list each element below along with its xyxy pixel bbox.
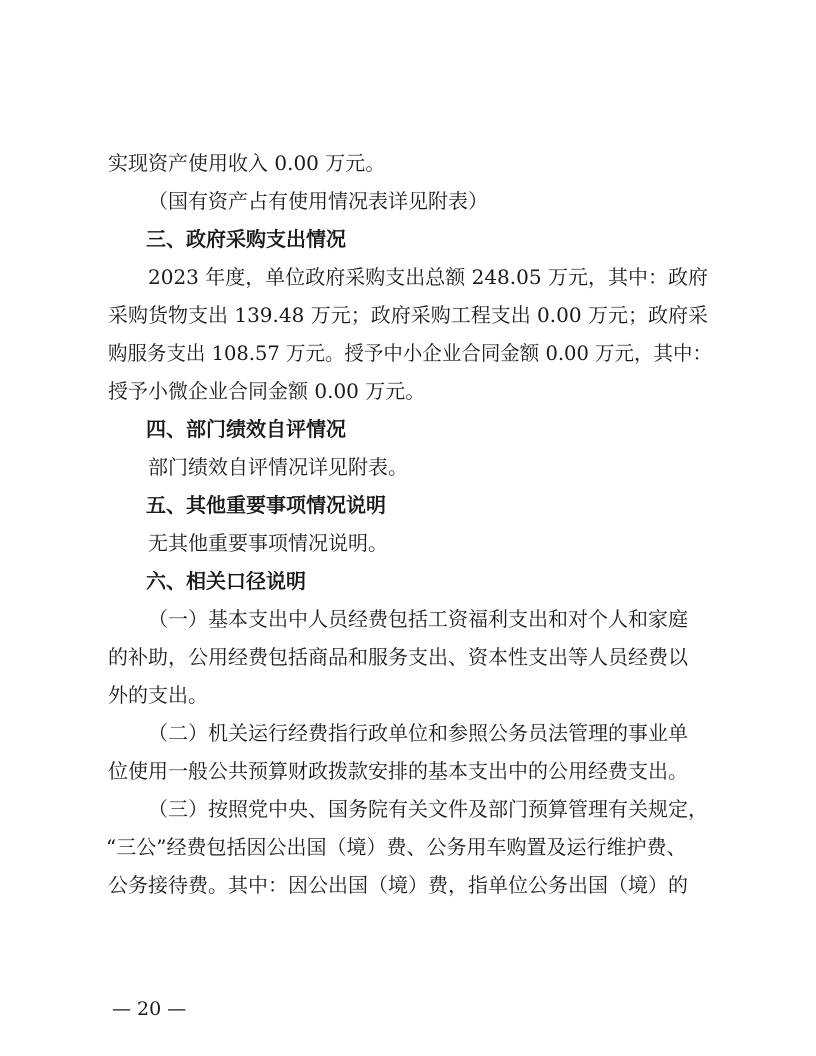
text-line: 实现资产使用收入 0.00 万元。 — [108, 151, 386, 175]
body-line — [0, 300, 816, 330]
section-heading — [0, 224, 816, 254]
page-number: — 20 — — [112, 998, 187, 1020]
text-line: 位使用一般公共预算财政拨款安排的基本支出中的公用经费支出。 — [108, 759, 688, 783]
section-heading — [0, 490, 816, 520]
text-line: “三公”经费包括因公出国（境）费、公务用车购置及运行维护费、 — [106, 835, 687, 859]
heading-other-matters: 五、其他重要事项情况说明 — [146, 493, 386, 517]
text-line: （国有资产占有使用情况表详见附表） — [148, 189, 488, 213]
heading-performance-evaluation: 四、部门绩效自评情况 — [146, 417, 346, 441]
text-line: 部门绩效自评情况详见附表。 — [148, 455, 408, 479]
body-line — [0, 262, 816, 292]
text-line: 公务接待费。其中：因公出国（境）费，指单位公务出国（境）的 — [108, 873, 688, 897]
body-line — [0, 794, 816, 824]
heading-government-procurement: 三、政府采购支出情况 — [146, 227, 346, 251]
section-heading — [0, 414, 816, 444]
body-line — [0, 756, 816, 786]
text-line: 采购货物支出 139.48 万元；政府采购工程支出 0.00 万元；政府采 — [108, 303, 708, 327]
text-line: （二）机关运行经费指行政单位和参照公务员法管理的事业单 — [148, 721, 688, 745]
heading-definitions: 六、相关口径说明 — [146, 569, 306, 593]
body-line — [0, 642, 816, 672]
text-line: 2023 年度，单位政府采购支出总额 248.05 万元，其中：政府 — [148, 265, 708, 289]
body-line — [0, 604, 816, 634]
body-line — [0, 338, 816, 368]
body-line — [0, 528, 816, 558]
text-line: 的补助，公用经费包括商品和服务支出、资本性支出等人员经费以 — [108, 645, 688, 669]
text-line: 购服务支出 108.57 万元。授予中小企业合同金额 0.00 万元，其中： — [108, 341, 712, 365]
body-line — [0, 870, 816, 900]
text-line: 无其他重要事项情况说明。 — [148, 531, 388, 555]
text-line: （三）按照党中央、国务院有关文件及部门预算管理有关规定， — [148, 797, 708, 821]
body-line — [0, 376, 816, 406]
body-line — [0, 452, 816, 482]
text-line: 外的支出。 — [108, 683, 208, 707]
body-line — [0, 680, 816, 710]
text-line: 授予小微企业合同金额 0.00 万元。 — [108, 379, 426, 403]
body-line — [0, 718, 816, 748]
section-heading — [0, 566, 816, 596]
body-line — [0, 148, 816, 178]
body-line — [0, 186, 816, 216]
text-line: （一）基本支出中人员经费包括工资福利支出和对个人和家庭 — [148, 607, 688, 631]
body-line — [0, 832, 816, 862]
